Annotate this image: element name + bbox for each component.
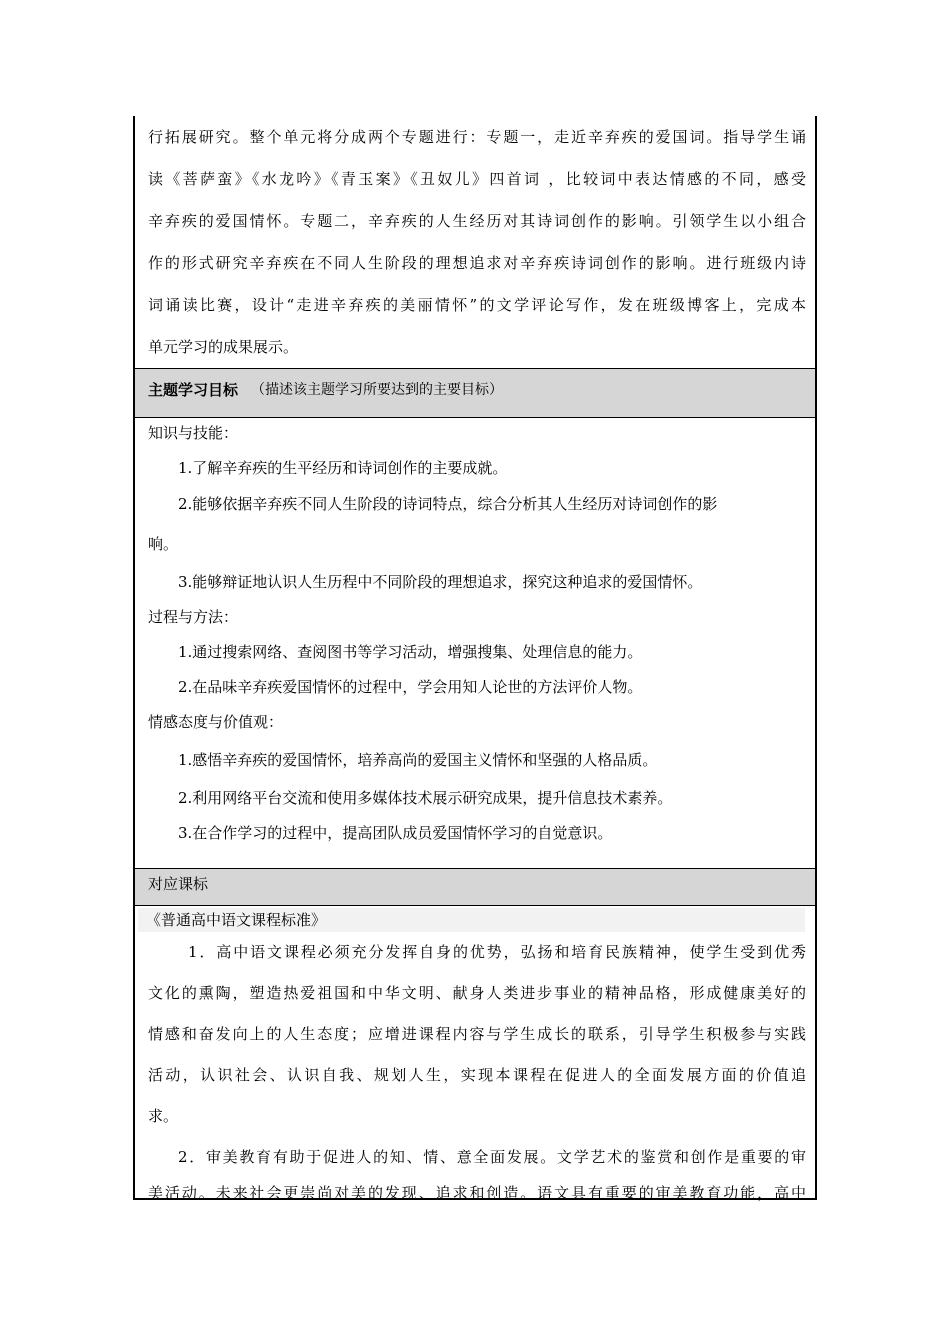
knowledge-item: 1.了解辛弃疾的生平经历和诗词创作的主要成就。 bbox=[178, 459, 508, 477]
intro-line: 作的形式研究辛弃疾在不同人生阶段的理想追求对辛弃疾诗词创作的影响。进行班级内诗 bbox=[148, 254, 806, 272]
standards-header bbox=[135, 868, 815, 906]
intro-line: 词诵读比赛，设计“走进辛弃疾的美丽情怀”的文学评论写作，发在班级博客上，完成本 bbox=[148, 296, 806, 314]
knowledge-title: 知识与技能： bbox=[148, 424, 239, 442]
standard-line: 美活动。未来社会更崇尚对美的发现、追求和创造。语文具有重要的审美教育功能，高中 bbox=[148, 1184, 806, 1202]
standards-doc-title: 《普通高中语文课程标准》 bbox=[146, 911, 327, 929]
goals-body bbox=[135, 418, 815, 868]
standards-title: 对应课标 bbox=[148, 875, 209, 893]
intro-section bbox=[135, 116, 815, 368]
emotion-item: 3.在合作学习的过程中，提高团队成员爱国情怀学习的自觉意识。 bbox=[178, 824, 613, 842]
emotion-item: 1.感悟辛弃疾的爱国情怀，培养高尚的爱国主义情怀和坚强的人格品质。 bbox=[178, 751, 658, 769]
goals-title: 主题学习目标 bbox=[148, 381, 239, 399]
standard-line: 求。 bbox=[148, 1107, 179, 1125]
knowledge-item: 3.能够辩证地认识人生历程中不同阶段的理想追求，探究这种追求的爱国情怀。 bbox=[178, 573, 703, 591]
standard-line: 1．高中语文课程必须充分发挥自身的优势，弘扬和培育民族精神，使学生受到优秀 bbox=[188, 943, 806, 961]
standards-doc-title-bar bbox=[138, 908, 805, 932]
standard-line: 2．审美教育有助于促进人的知、情、意全面发展。文学艺术的鉴赏和创作是重要的审 bbox=[178, 1148, 806, 1166]
standard-line: 文化的熏陶，塑造热爱祖国和中华文明、献身人类进步事业的精神品格，形成健康美好的 bbox=[148, 984, 806, 1002]
goals-header bbox=[135, 368, 815, 418]
knowledge-item: 响。 bbox=[148, 535, 179, 553]
goals-subtitle: （描述该主题学习所要达到的主要目标） bbox=[251, 382, 503, 398]
intro-line: 辛弃疾的爱国情怀。专题二，辛弃疾的人生经历对其诗词创作的影响。引领学生以小组合 bbox=[148, 212, 806, 230]
standard-line: 活动，认识社会、认识自我、规划人生，实现本课程在促进人的全面发展方面的价值追 bbox=[148, 1066, 806, 1084]
standards-body bbox=[135, 906, 815, 1200]
intro-line: 单元学习的成果展示。 bbox=[148, 338, 299, 356]
knowledge-item: 2.能够依据辛弃疾不同人生阶段的诗词特点，综合分析其人生经历对诗词创作的影 bbox=[178, 495, 718, 513]
emotion-item: 2.利用网络平台交流和使用多媒体技术展示研究成果，提升信息技术素养。 bbox=[178, 789, 673, 807]
emotion-title: 情感态度与价值观： bbox=[148, 713, 284, 731]
intro-line: 行拓展研究。整个单元将分成两个专题进行：专题一，走近辛弃疾的爱国词。指导学生诵 bbox=[148, 128, 806, 146]
plan-table bbox=[133, 116, 817, 1200]
intro-line: 读《菩萨蛮》《水龙吟》《青玉案》《丑奴儿》四首词 ，比较词中表达情感的不同，感受 bbox=[148, 170, 806, 188]
process-item: 2.在品味辛弃疾爱国情怀的过程中，学会用知人论世的方法评价人物。 bbox=[178, 678, 643, 696]
standard-line: 情感和奋发向上的人生态度；应增进课程内容与学生成长的联系，引导学生积极参与实践 bbox=[148, 1025, 806, 1043]
process-item: 1.通过搜索网络、查阅图书等学习活动，增强搜集、处理信息的能力。 bbox=[178, 643, 643, 661]
process-title: 过程与方法： bbox=[148, 608, 239, 626]
